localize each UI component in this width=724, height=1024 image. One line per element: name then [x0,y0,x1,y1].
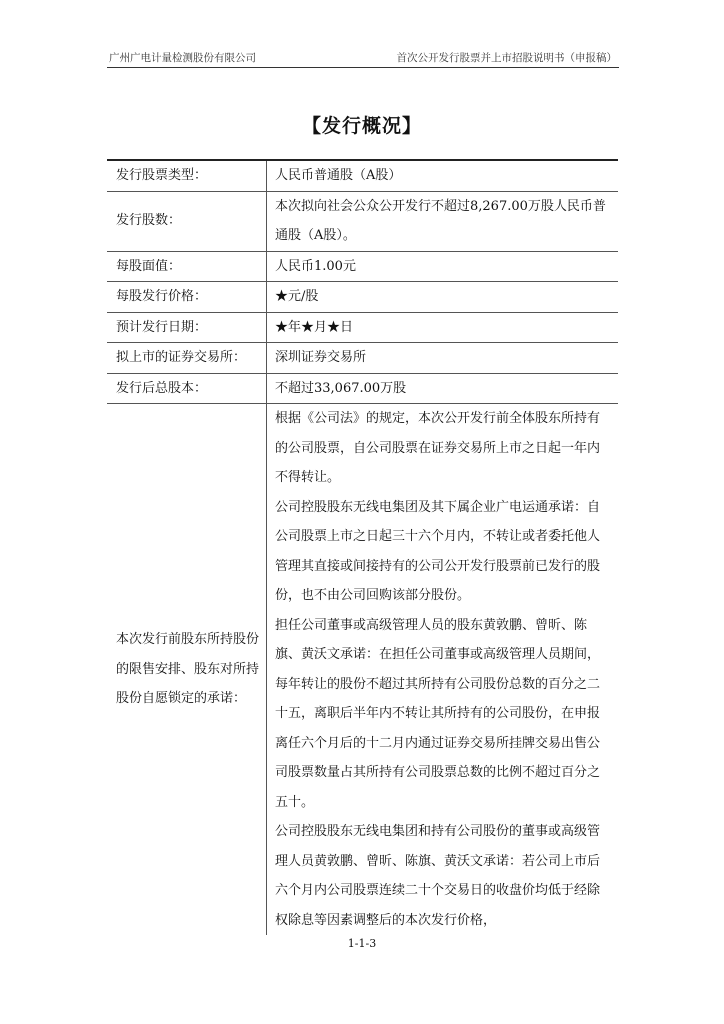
table-row [107,160,618,191]
table-row [107,282,618,313]
row-label: 发行股票类型： [107,160,267,191]
header-divider [107,67,619,68]
header-company: 广州广电计量检测股份有限公司 [109,52,256,64]
row-value: 人民币1.00元 [267,251,619,282]
row-value: 人民币普通股（A股） [267,160,619,191]
row-value: 不超过33,067.00万股 [267,373,619,404]
row-label: 每股发行价格： [107,282,267,313]
row-value: ★元/股 [267,282,619,313]
lockup-paragraph: 根据《公司法》的规定，本次公开发行前全体股东所持有的公司股票，自公司股票在证券交易所上市之日起一年内不得转让。 [275,411,601,485]
row-label: 预计发行日期： [107,312,267,343]
section-title: 【发行概况】 [301,115,422,137]
lockup-paragraph: 公司控股股东无线电集团和持有公司股份的董事或高级管理人员黄敦鹏、曾昕、陈旗、黄沃文承诺：若公司上市后六个月内公司股票连续二十个交易日的收盘价均低于经除权除息等因素调整后的本次发行价格， [275,824,601,928]
row-value: 深圳证券交易所 [267,343,619,374]
row-label: 发行股数： [107,191,267,251]
header-document-title: 首次公开发行股票并上市招股说明书（申报稿） [396,52,617,64]
page-number: 1-1-3 [347,937,377,950]
row-label: 每股面值： [107,251,267,282]
row-label: 拟上市的证券交易所： [107,343,267,374]
row-label: 本次发行前股东所持股份的限售安排、股东对所持股份自愿锁定的承诺： [107,404,267,936]
page-header [107,50,619,66]
row-value: 本次拟向社会公众公开发行不超过8,267.00万股人民币普通股（A股）。 [267,191,619,251]
row-value [267,404,619,936]
row-label: 发行后总股本： [107,373,267,404]
table-row [107,312,618,343]
table-row [107,191,618,251]
table-row [107,251,618,282]
table-row [107,404,618,936]
offering-overview-table [107,159,618,935]
table-row [107,343,618,374]
lockup-paragraph: 公司控股股东无线电集团及其下属企业广电运通承诺：自公司股票上市之日起三十六个月内，不转让或者委托他人管理其直接或间接持有的公司公开发行股票前已发行的股份，也不由公司回购该部分股份。 [275,499,601,603]
table-row [107,373,618,404]
lockup-paragraph: 担任公司董事或高级管理人员的股东黄敦鹏、曾昕、陈旗、黄沃文承诺：在担任公司董事或高级管理人员期间，每年转让的股份不超过其所持有公司股份总数的百分之二十五，离职后半年内不转让其所持有的公司股份，在申报离任六个月后的十二月内通过证券交易所挂牌交易出售公司股票数量占其所持有公司股票总数的比例不超过百分之五十。 [275,617,601,810]
row-value: ★年★月★日 [267,312,619,343]
